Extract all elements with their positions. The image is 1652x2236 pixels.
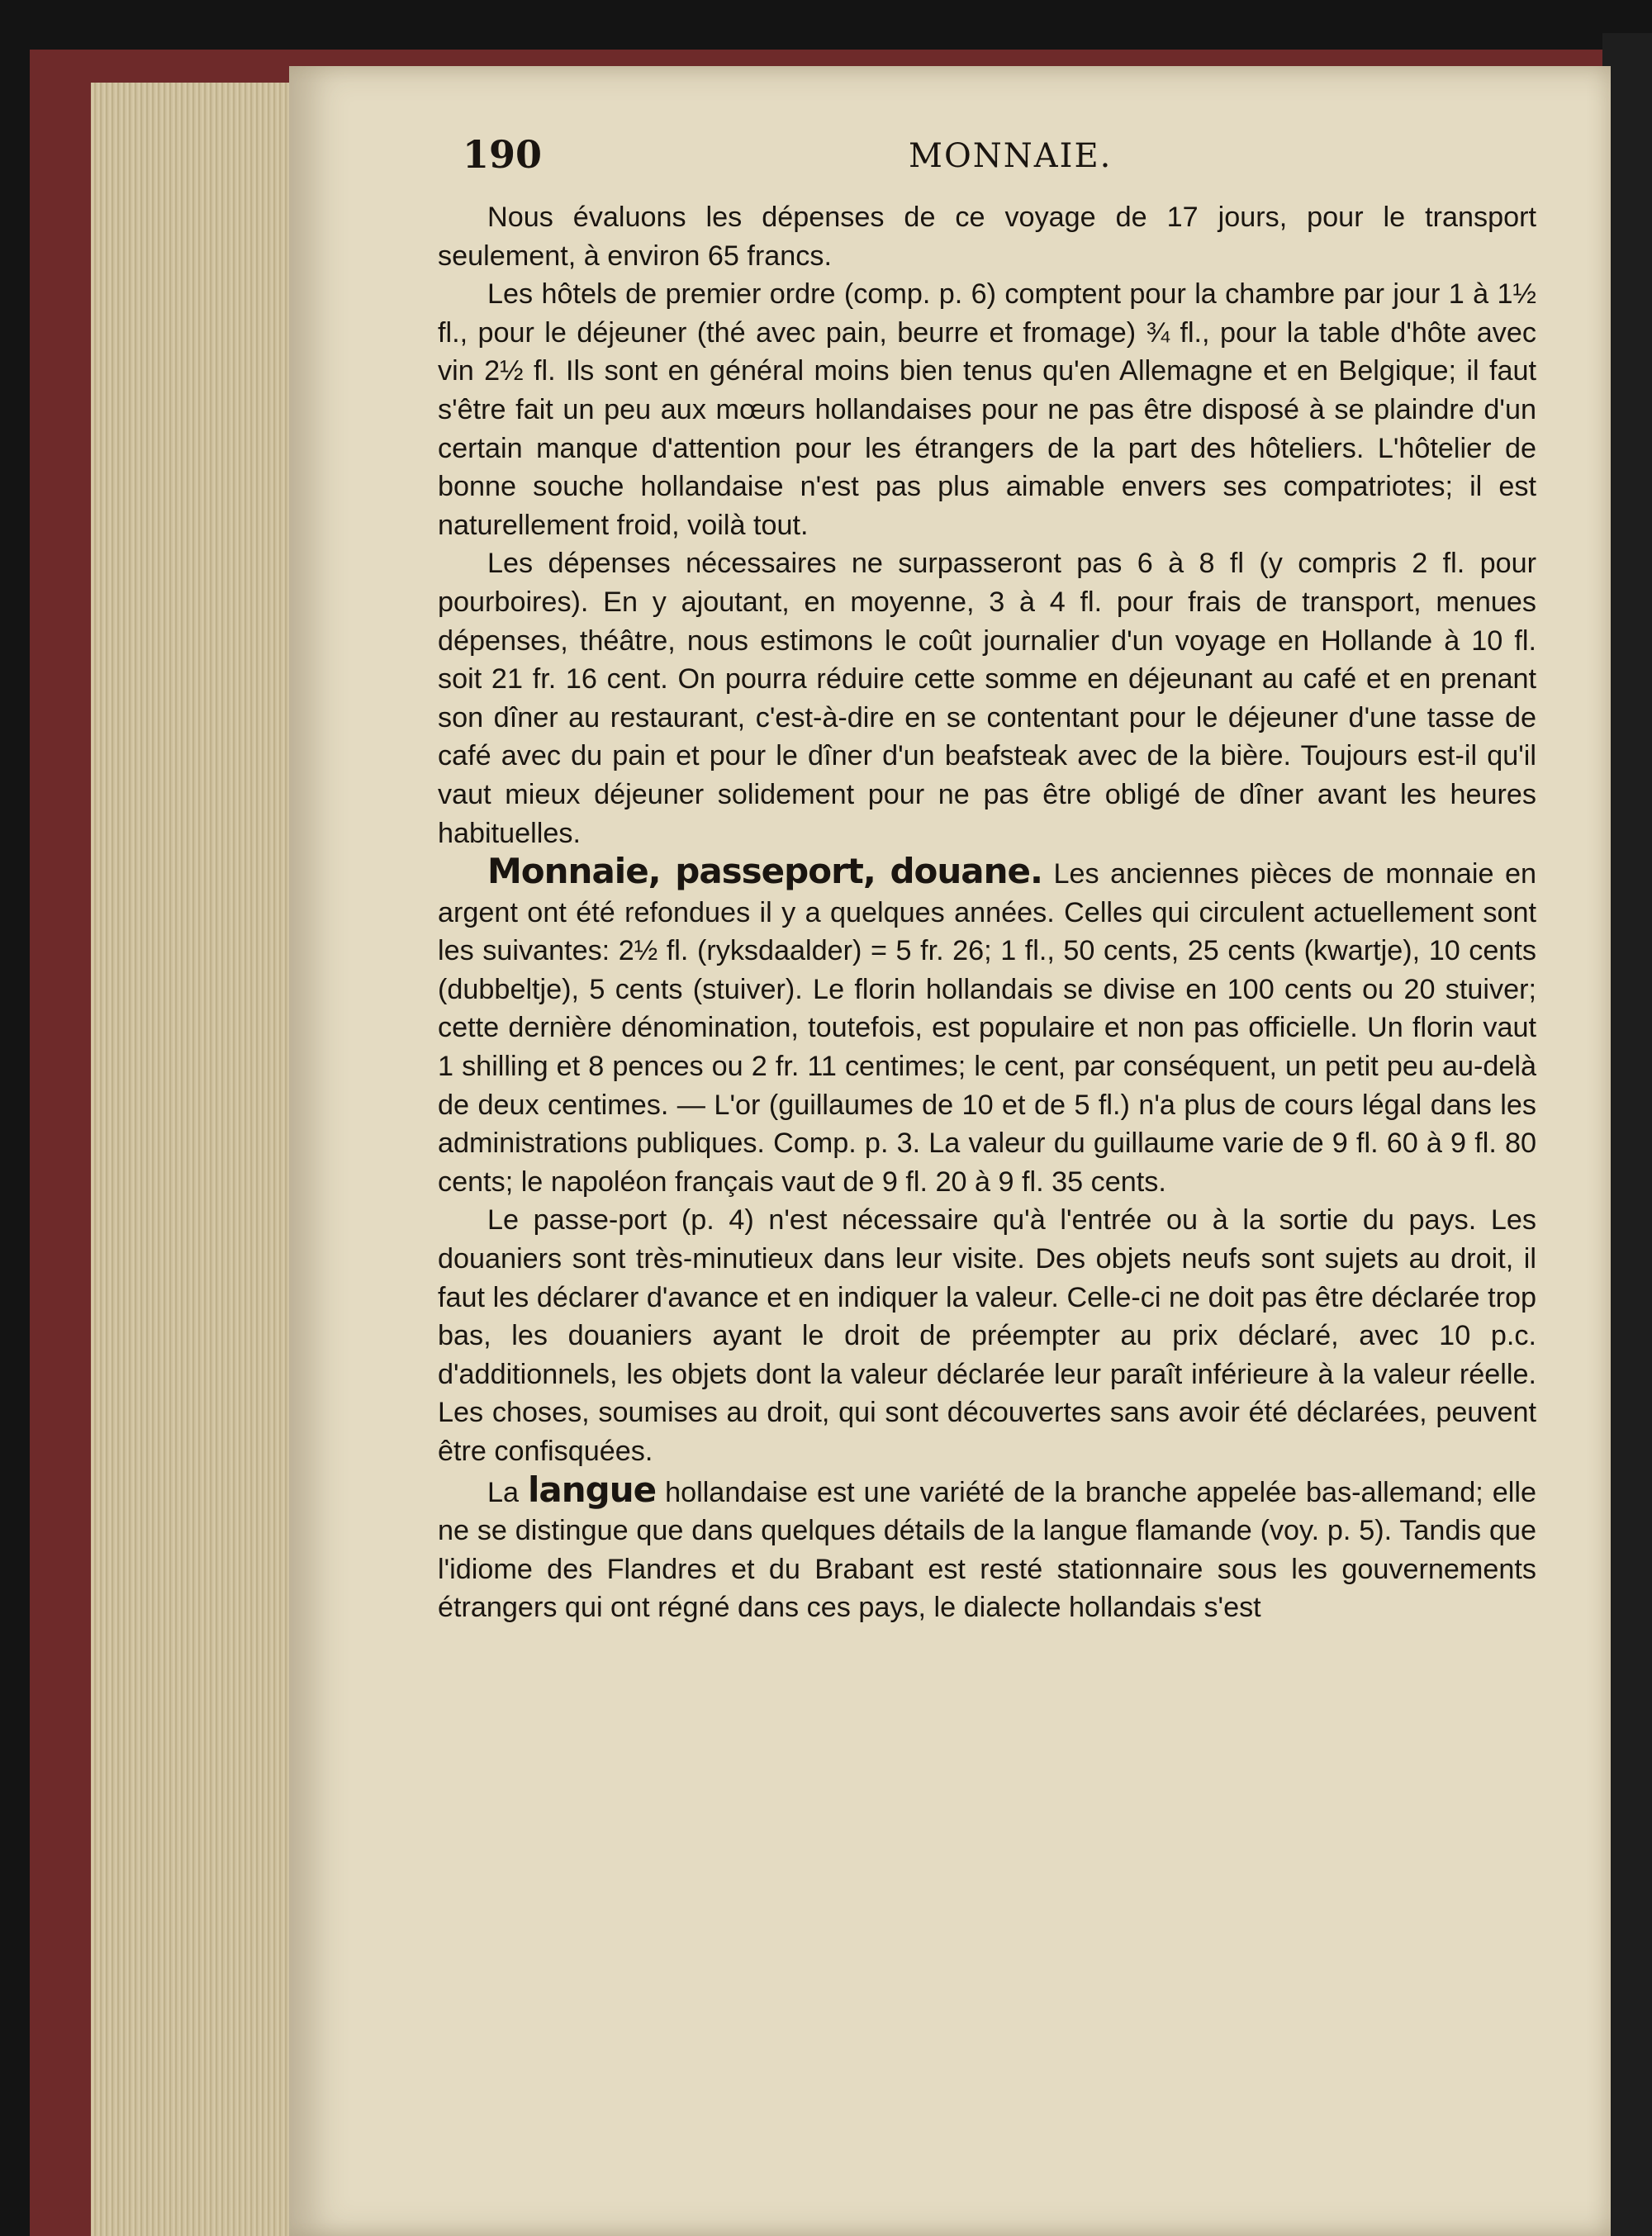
paragraph-text: Le passe-port (p. 4) n'est nécessaire qu'à l'entrée ou à la sortie du pays. Les douaniers sont très-minutieux dans leur visite. Des objets neufs sont sujets au droit, il faut les déclarer d'avance et en indiquer la valeur. Celle-ci ne doit pas être déclarée trop bas, les douaniers ayant le droit de préempter au prix déclaré, avec 10 p.c. d'additionnels, les objets dont la valeur déclarée leur paraît inférieure à la valeur réelle. Les choses, soumises au droit, qui sont découvertes sans avoir été déclarées, peuvent être confisquées. bbox=[438, 1204, 1536, 1467]
paragraph-text: Les anciennes pièces de monnaie en argent ont été refondues il y a quelques années. Celles qui circulent actuellement sont les suivantes: 2½ fl. (ryksdaalder) = 5 fr. 26; 1 fl., 50 cents, 25 cents (kwartje), 10 cents (dubbeltje), 5 cents (stuiver). Le florin hollandais se divise en 100 cents ou 20 stuiver; cette dernière dénomination, toutefois, est populaire et non pas officielle. Un florin vaut 1 shilling et 8 pences ou 2 fr. 11 centimes; le cent, par conséquent, un petit peu au-delà de deux centimes. — L'or (guillaumes de 10 et de 5 fl.) n'a plus de cours légal dans les administrations publiques. Comp. p. 3. La valeur du guillaume varie de 9 fl. 60 à 9 fl. 80 cents; le napoléon français vaut de 9 fl. 20 à 9 fl. 35 cents. bbox=[438, 858, 1537, 1198]
paragraph-lead: La bbox=[487, 1476, 520, 1508]
paragraph-hotels bbox=[438, 275, 1536, 544]
paragraph-cost-trip bbox=[438, 198, 1536, 275]
paragraph-passport-customs bbox=[438, 1201, 1536, 1470]
paragraph-money bbox=[438, 852, 1536, 1201]
paragraph-daily-expenses bbox=[438, 544, 1536, 852]
running-head: MONNAIE. bbox=[909, 137, 1113, 175]
paragraph-text: hollandaise est une variété de la branche appelée bas-allemand; elle ne se distingue que dans quelques détails de la langue flamande (voy. p. 5). Tandis que l'idiome des Flandres et du Brabant est resté stationnaire sous les gouvernements étrangers qui ont régné dans ces pays, le dialecte hollandais s'est bbox=[438, 1476, 1536, 1624]
section-heading-money: Monnaie, passeport, douane. bbox=[487, 851, 1042, 892]
paragraph-text: Les dépenses nécessaires ne surpasseront pas 6 à 8 fl (y compris 2 fl. pour pourboires). En y ajoutant, en moyenne, 3 à 4 fl. pour frais de transport, menues dépenses, théâtre, nous estimons le coût journalier d'un voyage en Hollande à 10 fl. soit 21 fr. 16 cent. On pourra réduire cette somme en déjeunant au café et en prenant son dîner au restaurant, c'est-à-dire en se contentant pour le déjeuner d'une tasse de café avec du pain et pour le dîner d'un beafsteak avec de la bière. Toujours est-il qu'il vaut mieux déjeuner solidement pour ne pas être obligé de dîner avant les heures habituelles. bbox=[438, 548, 1536, 849]
page-edges bbox=[91, 83, 306, 2236]
body-text bbox=[438, 198, 1536, 1627]
paragraph-text: Les hôtels de premier ordre (comp. p. 6) comptent pour la chambre par jour 1 à 1½ fl., pour le déjeuner (thé avec pain, beurre et fromage) ¾ fl., pour la table d'hôte avec vin 2½ fl. Ils sont en général moins bien tenus qu'en Allemagne et en Belgique; il faut s'être fait un peu aux mœurs hollandaises pour ne pas être disposé à se plaindre d'un certain manque d'attention pour les étrangers de la part des hôteliers. L'hôtelier de bonne souche hollandaise n'est pas plus aimable envers ses compatriotes; il est naturellement froid, voilà tout. bbox=[438, 278, 1536, 541]
paragraph-text: Nous évaluons les dépenses de ce voyage de 17 jours, pour le transport seulement, à environ 65 francs. bbox=[438, 202, 1536, 272]
page-header bbox=[463, 132, 1536, 182]
page-number: 190 bbox=[463, 132, 543, 177]
paragraph-language bbox=[438, 1471, 1536, 1627]
section-heading-language: langue bbox=[528, 1469, 657, 1510]
